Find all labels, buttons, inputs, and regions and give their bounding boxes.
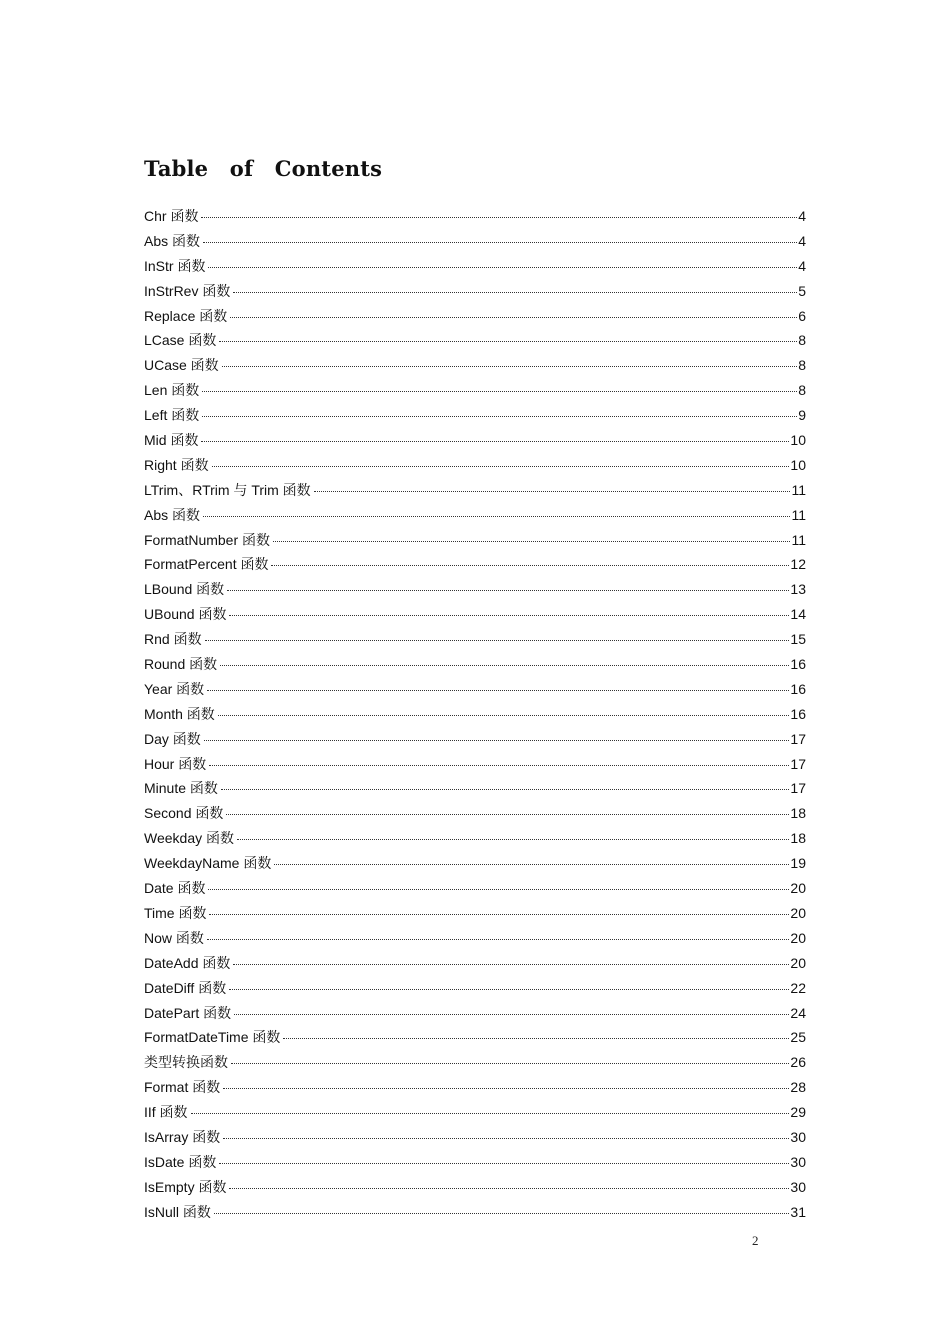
toc-entry-label: 类型转换函数 <box>144 1054 228 1071</box>
toc-entry-label: Year 函数 <box>144 680 205 697</box>
toc-entry[interactable] <box>144 428 806 453</box>
toc-entry[interactable] <box>144 552 806 577</box>
toc-entry-label: IsArray 函数 <box>144 1128 221 1145</box>
toc-entry-label: IsEmpty 函数 <box>144 1178 227 1195</box>
toc-entry-page: 16 <box>790 656 806 673</box>
toc-dot-leader <box>234 1013 789 1015</box>
toc-entry[interactable] <box>144 652 806 677</box>
toc-entry-page: 17 <box>790 780 806 797</box>
toc-dot-leader <box>201 216 797 218</box>
page-number: 2 <box>752 1233 759 1248</box>
toc-entry-label: IsDate 函数 <box>144 1153 217 1170</box>
toc-entry-label: IIf 函数 <box>144 1104 188 1121</box>
toc-entry-label: Format 函数 <box>144 1079 221 1096</box>
toc-entry-label: UCase 函数 <box>144 357 219 374</box>
toc-entry-page: 16 <box>790 705 806 722</box>
toc-dot-leader <box>233 291 797 293</box>
toc-entry-page: 10 <box>790 456 806 473</box>
toc-entry-page: 17 <box>790 730 806 747</box>
toc-entry-page: 11 <box>791 531 806 548</box>
toc-entry[interactable] <box>144 901 806 926</box>
toc-entry[interactable] <box>144 851 806 876</box>
toc-dot-leader <box>219 1162 789 1164</box>
toc-entry-page: 31 <box>790 1203 806 1220</box>
toc-entry[interactable] <box>144 752 806 777</box>
toc-dot-leader <box>214 1212 790 1214</box>
toc-dot-leader <box>201 440 789 442</box>
toc-entry-label: Weekday 函数 <box>144 830 234 847</box>
toc-entry-label: Abs 函数 <box>144 506 201 523</box>
toc-entry[interactable] <box>144 353 806 378</box>
toc-entry[interactable] <box>144 254 806 279</box>
toc-entry-label: InStrRev 函数 <box>144 282 231 299</box>
toc-dot-leader <box>223 1137 789 1139</box>
toc-dot-leader <box>204 739 790 741</box>
toc-entry-label: Day 函数 <box>144 730 201 747</box>
toc-entry-page: 8 <box>798 332 806 349</box>
toc-entry-page: 5 <box>798 282 806 299</box>
toc-entry[interactable] <box>144 1125 806 1150</box>
toc-dot-leader <box>230 316 797 318</box>
toc-entry[interactable] <box>144 951 806 976</box>
toc-entry[interactable] <box>144 826 806 851</box>
toc-entry-label: Abs 函数 <box>144 232 201 249</box>
toc-entry-label: LCase 函数 <box>144 332 217 349</box>
toc-dot-leader <box>191 1112 790 1114</box>
toc-dot-leader <box>212 465 790 467</box>
toc-entry[interactable] <box>144 677 806 702</box>
toc-entry[interactable] <box>144 727 806 752</box>
toc-entry[interactable] <box>144 1200 806 1225</box>
toc-dot-leader <box>229 988 789 990</box>
toc-dot-leader <box>205 639 790 641</box>
toc-entry-label: FormatDateTime 函数 <box>144 1029 281 1046</box>
toc-entry[interactable] <box>144 1150 806 1175</box>
toc-entry-page: 4 <box>798 232 806 249</box>
toc-dot-leader <box>229 614 789 616</box>
toc-entry-label: Time 函数 <box>144 904 207 921</box>
toc-entry-label: UBound 函数 <box>144 606 227 623</box>
toc-entry-label: LBound 函数 <box>144 581 225 598</box>
toc-entry-label: DatePart 函数 <box>144 1004 232 1021</box>
toc-dot-leader <box>203 515 790 517</box>
toc-entry[interactable] <box>144 1025 806 1050</box>
toc-entry[interactable] <box>144 702 806 727</box>
toc-entry-page: 4 <box>798 208 806 224</box>
toc-dot-leader <box>229 1187 789 1189</box>
toc-entry[interactable] <box>144 229 806 254</box>
toc-entry-page: 6 <box>798 307 806 324</box>
toc-entry-page: 20 <box>790 954 806 971</box>
toc-entry-label: DateDiff 函数 <box>144 979 227 996</box>
toc-entry-label: DateAdd 函数 <box>144 954 231 971</box>
toc-entry[interactable] <box>144 328 806 353</box>
toc-entry-label: IsNull 函数 <box>144 1203 211 1220</box>
toc-dot-leader <box>202 415 797 417</box>
toc-entry-label: Month 函数 <box>144 705 215 722</box>
toc-entry-page: 11 <box>791 506 806 523</box>
toc-entry-page: 28 <box>790 1079 806 1096</box>
toc-entry[interactable] <box>144 528 806 553</box>
toc-dot-leader <box>271 564 789 566</box>
toc-dot-leader <box>209 913 789 915</box>
toc-entry[interactable] <box>144 279 806 304</box>
toc-entry[interactable] <box>144 403 806 428</box>
toc-entry[interactable] <box>144 926 806 951</box>
toc-entry[interactable] <box>144 1001 806 1026</box>
toc-entry[interactable] <box>144 453 806 478</box>
toc-entry-label: Len 函数 <box>144 382 200 399</box>
toc-entry[interactable] <box>144 1050 806 1075</box>
toc-entry-label: Minute 函数 <box>144 780 218 797</box>
toc-entry-page: 10 <box>790 432 806 449</box>
toc-dot-leader <box>222 365 798 367</box>
toc-entry[interactable] <box>144 1175 806 1200</box>
toc-entry-page: 30 <box>790 1153 806 1170</box>
toc-dot-leader <box>202 390 797 392</box>
toc-entry-page: 24 <box>790 1004 806 1021</box>
toc-entry[interactable] <box>144 976 806 1001</box>
toc-entry-label: Date 函数 <box>144 880 206 897</box>
toc-entry-label: Rnd 函数 <box>144 631 202 648</box>
toc-dot-leader <box>207 689 789 691</box>
toc-entry-label: LTrim、RTrim 与 Trim 函数 <box>144 481 311 498</box>
toc-entry-label: Now 函数 <box>144 929 204 946</box>
toc-dot-leader <box>207 938 790 940</box>
toc-entry-page: 29 <box>790 1104 806 1121</box>
toc-entry-label: Right 函数 <box>144 456 209 473</box>
toc-entry-label: Mid 函数 <box>144 432 199 449</box>
toc-entry-page: 8 <box>798 382 806 399</box>
toc-entry-page: 26 <box>790 1054 806 1071</box>
toc-list <box>144 204 806 1225</box>
toc-dot-leader <box>220 664 789 666</box>
toc-entry[interactable] <box>144 577 806 602</box>
toc-entry[interactable] <box>144 1075 806 1100</box>
toc-entry-label: InStr 函数 <box>144 257 206 274</box>
toc-entry[interactable] <box>144 627 806 652</box>
toc-entry[interactable] <box>144 876 806 901</box>
toc-entry-page: 12 <box>790 556 806 573</box>
toc-dot-leader <box>223 1087 789 1089</box>
toc-dot-leader <box>218 714 790 716</box>
toc-entry[interactable] <box>144 776 806 801</box>
toc-dot-leader <box>273 540 790 542</box>
toc-entry-page: 22 <box>790 979 806 996</box>
toc-dot-leader <box>227 589 789 591</box>
toc-entry-page: 17 <box>790 755 806 772</box>
toc-dot-leader <box>226 813 789 815</box>
toc-entry-label: Chr 函数 <box>144 208 199 224</box>
toc-dot-leader <box>203 241 797 243</box>
toc-entry-page: 30 <box>790 1178 806 1195</box>
toc-entry[interactable] <box>144 1100 806 1125</box>
toc-entry-page: 15 <box>790 631 806 648</box>
toc-dot-leader <box>231 1062 789 1064</box>
toc-dot-leader <box>274 863 789 865</box>
toc-entry[interactable] <box>144 478 806 503</box>
toc-entry-page: 16 <box>790 680 806 697</box>
toc-heading: Table of Contents <box>144 156 383 181</box>
toc-entry-page: 9 <box>798 407 806 424</box>
toc-entry-page: 13 <box>790 581 806 598</box>
toc-entry-page: 20 <box>790 929 806 946</box>
toc-entry-label: FormatPercent 函数 <box>144 556 269 573</box>
toc-entry-label: Round 函数 <box>144 656 218 673</box>
toc-entry-page: 4 <box>798 257 806 274</box>
toc-entry-label: Left 函数 <box>144 407 200 424</box>
toc-entry-page: 20 <box>790 904 806 921</box>
toc-entry-page: 11 <box>791 481 806 498</box>
toc-dot-leader <box>208 266 797 268</box>
toc-entry-label: Replace 函数 <box>144 307 228 324</box>
toc-entry-page: 18 <box>790 805 806 822</box>
toc-entry-page: 30 <box>790 1128 806 1145</box>
toc-entry-label: Hour 函数 <box>144 755 207 772</box>
toc-entry-page: 18 <box>790 830 806 847</box>
toc-entry-label: Second 函数 <box>144 805 224 822</box>
toc-dot-leader <box>314 490 791 492</box>
toc-entry-page: 20 <box>790 880 806 897</box>
toc-entry-label: WeekdayName 函数 <box>144 855 272 872</box>
toc-dot-leader <box>209 764 789 766</box>
toc-dot-leader <box>221 788 790 790</box>
toc-entry[interactable] <box>144 503 806 528</box>
toc-entry-label: FormatNumber 函数 <box>144 531 271 548</box>
toc-entry[interactable] <box>144 204 806 229</box>
toc-entry[interactable] <box>144 602 806 627</box>
toc-dot-leader <box>283 1037 789 1039</box>
toc-entry-page: 19 <box>790 855 806 872</box>
toc-dot-leader <box>233 963 789 965</box>
toc-dot-leader <box>219 340 797 342</box>
toc-entry-page: 25 <box>790 1029 806 1046</box>
toc-entry[interactable] <box>144 801 806 826</box>
toc-entry-page: 14 <box>790 606 806 623</box>
toc-entry-page: 8 <box>798 357 806 374</box>
toc-dot-leader <box>208 888 789 890</box>
toc-dot-leader <box>237 838 789 840</box>
toc-entry[interactable] <box>144 304 806 329</box>
toc-entry[interactable] <box>144 378 806 403</box>
